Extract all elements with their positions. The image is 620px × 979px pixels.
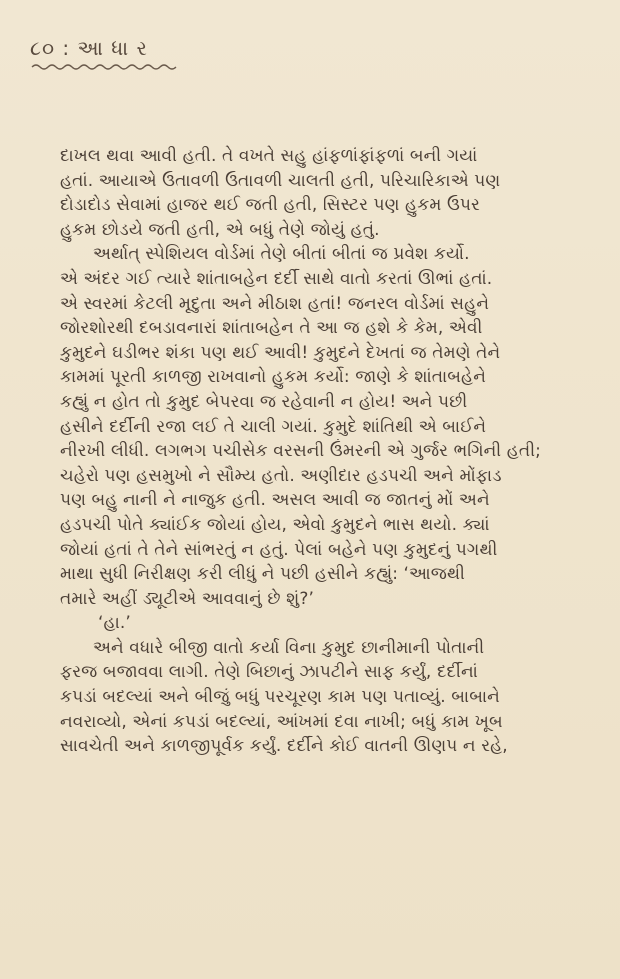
text-line: જોરશોરથી દબડાવનારાં શાંતાબહેન તે આ જ હશે કે કેમ, એવી [60,318,483,339]
text-line: સાવચેતી અને કાળજીપૂર્વક કર્યું. દર્દીને કોઈ વાતની ઊણપ ન રહે, [60,736,508,757]
text-line: ફરજ બજાવવા લાગી. તેણે બિછાનું ઝાપટીને સાફ કર્યું, દર્દીનાં [60,662,478,683]
text-line: ચહેરો પણ હસમુખો ને સૌમ્ય હતો. અણીદાર હડપચી અને મોંફાડ [60,465,502,486]
text-line: તમારે અહીં ડ્યૂટીએ આવવાનું છે શું?’ [60,588,314,609]
text-line: માથા સુધી નિરીક્ષણ કરી લીધું ને પછી હસીને કહ્યું: ‘આજથી [60,564,465,585]
dialogue-line: ‘હા.’ [98,613,131,634]
text-line: કહ્યું ન હોત તો કુમુદ બેપરવા જ રહેવાની ન હોય! અને પછી [60,391,468,412]
text-line: કુમુદને ઘડીભર શંકા પણ થઈ આવી! કુમુદને દેખતાં જ તેમણે તેને [60,342,501,363]
text-line: દાખલ થવા આવી હતી. તે વખતે સહુ હાંફળાંફાંફળાં બની ગયાં [60,146,478,166]
body-text [60,144,588,759]
text-line: હુકમ છોડયે જતી હતી, એ બધું તેણે જોયું હતું. [60,219,380,240]
text-line: હડપચી પોતે ક્યાંઈક જોયાં હોય, એવો કુમુદને ભાસ થયો. ક્યાં [60,514,490,535]
text-line: કપડાં બદલ્યાં અને બીજું બધું પરચૂરણ કામ પણ પતાવ્યું. બાબાને [60,687,500,708]
text-line: એ અંદર ગઈ ત્યારે શાંતાબહેન દર્દી સાથે વાતો કરતાં ઊભાં હતાં. [60,268,493,289]
paragraph-start-line: અર્થાત્ સ્પેશિયલ વોર્ડમાં તેણે બીતાં બીતાં જ પ્રવેશ કર્યો. [93,244,470,265]
decorative-flourish [30,62,180,72]
text-line: નીરખી લીધી. લગભગ પચીસેક વરસની ઉંમરની એ ગુર્જર ભગિની હતી; [60,441,541,462]
page-header [30,36,590,72]
text-line: જોયાં હતાં તે તેને સાંભરતું ન હતું. પેલાં બહેને પણ કુમુદનું પગથી [60,539,498,560]
text-line: નવરાવ્યો, એનાં કપડાં બદલ્યાં, આંખમાં દવા નાખી; બધું કામ ખૂબ [60,711,503,732]
text-line: દોડાદોડ સેવામાં હાજર થઈ જતી હતી, સિસ્ટર પણ હુકમ ઉપર [60,195,480,216]
text-line: હતાં. આયાએ ઉતાવળી ઉતાવળી ચાલતી હતી, પરિચારિકાએ પણ [60,170,501,191]
text-line: પણ બહુ નાની ને નાજુક હતી. અસલ આવી જ જાતનું મોં અને [60,490,490,511]
text-line: હસીને દર્દીની રજા લઈ તે ચાલી ગયાં. કુમુદે શાંતિથી એ બાઈને [60,416,487,437]
paragraph-start-line: અને વધારે બીજી વાતો કર્યા વિના કુમુદ છાનીમાની પોતાની [93,637,485,658]
text-line: એ સ્વરમાં કેટલી મૃદુતા અને મીઠાશ હતાં! જનરલ વોર્ડમાં સહુને [60,293,490,314]
text-line: કામમાં પૂરતી કાળજી રાખવાનો હુકમ કર્યો: જાણે કે શાંતાબહેને [60,367,486,388]
running-head: ૮૦ : આ ધા ર [30,36,148,60]
